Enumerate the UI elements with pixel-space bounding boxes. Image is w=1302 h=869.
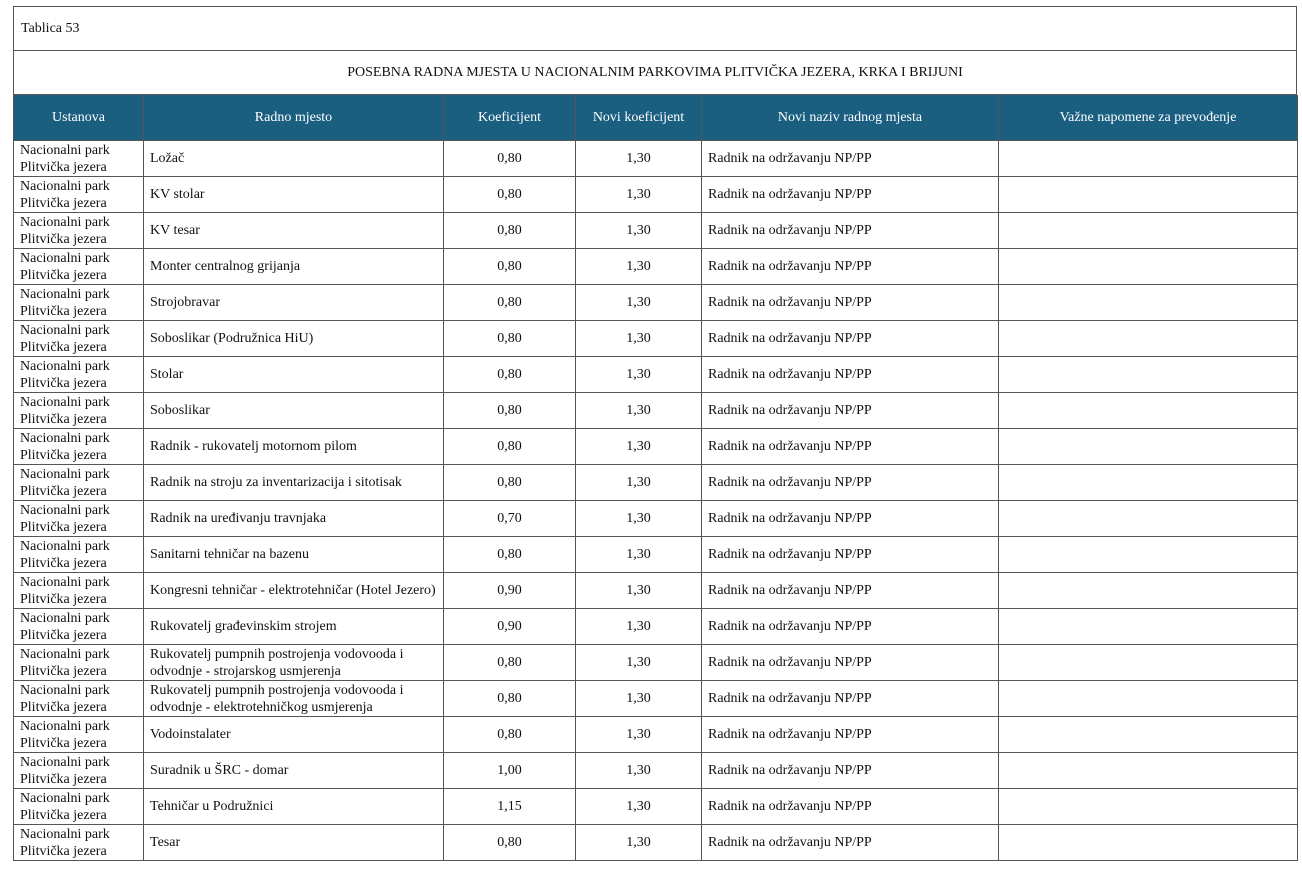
cell-novi-koef: 1,30 (576, 357, 702, 393)
cell-novi-naziv: Radnik na održavanju NP/PP (702, 285, 999, 321)
cell-napomene (999, 753, 1298, 789)
cell-novi-koef: 1,30 (576, 321, 702, 357)
cell-novi-koef: 1,30 (576, 429, 702, 465)
cell-novi-koef: 1,30 (576, 573, 702, 609)
table-row (14, 357, 1298, 393)
cell-ustanova: Nacionalni park Plitvička jezera (14, 465, 144, 501)
cell-novi-naziv: Radnik na održavanju NP/PP (702, 213, 999, 249)
cell-novi-naziv: Radnik na održavanju NP/PP (702, 681, 999, 717)
cell-novi-koef: 1,30 (576, 681, 702, 717)
cell-ustanova: Nacionalni park Plitvička jezera (14, 249, 144, 285)
cell-novi-koef: 1,30 (576, 249, 702, 285)
cell-ustanova: Nacionalni park Plitvička jezera (14, 213, 144, 249)
cell-napomene (999, 609, 1298, 645)
cell-napomene (999, 645, 1298, 681)
cell-koef: 0,80 (444, 249, 576, 285)
cell-napomene (999, 357, 1298, 393)
cell-radno-mjesto: Strojobravar (144, 285, 444, 321)
cell-radno-mjesto: Ložač (144, 141, 444, 177)
cell-ustanova: Nacionalni park Plitvička jezera (14, 393, 144, 429)
cell-novi-koef: 1,30 (576, 393, 702, 429)
col-header-novi-koeficijent: Novi koeficijent (576, 95, 702, 141)
cell-radno-mjesto: Suradnik u ŠRC - domar (144, 753, 444, 789)
cell-novi-naziv: Radnik na održavanju NP/PP (702, 393, 999, 429)
cell-novi-naziv: Radnik na održavanju NP/PP (702, 501, 999, 537)
cell-koef: 0,80 (444, 681, 576, 717)
table-row (14, 141, 1298, 177)
table-row (14, 573, 1298, 609)
cell-novi-koef: 1,30 (576, 609, 702, 645)
cell-radno-mjesto: Vodoinstalater (144, 717, 444, 753)
table-row (14, 753, 1298, 789)
cell-ustanova: Nacionalni park Plitvička jezera (14, 645, 144, 681)
col-header-novi-naziv: Novi naziv radnog mjesta (702, 95, 999, 141)
cell-novi-koef: 1,30 (576, 141, 702, 177)
cell-novi-koef: 1,30 (576, 213, 702, 249)
cell-napomene (999, 573, 1298, 609)
cell-radno-mjesto: Radnik na uređivanju travnjaka (144, 501, 444, 537)
col-header-napomene: Važne napomene za prevođenje (999, 95, 1298, 141)
cell-ustanova: Nacionalni park Plitvička jezera (14, 825, 144, 861)
table-row (14, 681, 1298, 717)
cell-novi-naziv: Radnik na održavanju NP/PP (702, 321, 999, 357)
table-title: POSEBNA RADNA MJESTA U NACIONALNIM PARKOVIMA PLITVIČKA JEZERA, KRKA I BRIJUNI (13, 50, 1297, 95)
cell-ustanova: Nacionalni park Plitvička jezera (14, 357, 144, 393)
table-row (14, 321, 1298, 357)
cell-novi-koef: 1,30 (576, 177, 702, 213)
cell-koef: 1,15 (444, 789, 576, 825)
cell-koef: 1,00 (444, 753, 576, 789)
cell-napomene (999, 177, 1298, 213)
cell-koef: 0,70 (444, 501, 576, 537)
cell-novi-naziv: Radnik na održavanju NP/PP (702, 141, 999, 177)
cell-napomene (999, 825, 1298, 861)
cell-radno-mjesto: Rukovatelj građevinskim strojem (144, 609, 444, 645)
cell-novi-naziv: Radnik na održavanju NP/PP (702, 645, 999, 681)
cell-novi-naziv: Radnik na održavanju NP/PP (702, 609, 999, 645)
cell-koef: 0,80 (444, 357, 576, 393)
cell-ustanova: Nacionalni park Plitvička jezera (14, 609, 144, 645)
cell-ustanova: Nacionalni park Plitvička jezera (14, 429, 144, 465)
cell-ustanova: Nacionalni park Plitvička jezera (14, 501, 144, 537)
cell-novi-naziv: Radnik na održavanju NP/PP (702, 249, 999, 285)
cell-koef: 0,80 (444, 213, 576, 249)
cell-radno-mjesto: Stolar (144, 357, 444, 393)
table-row (14, 177, 1298, 213)
table-row (14, 393, 1298, 429)
col-header-koeficijent: Koeficijent (444, 95, 576, 141)
cell-novi-naziv: Radnik na održavanju NP/PP (702, 465, 999, 501)
cell-napomene (999, 393, 1298, 429)
cell-novi-koef: 1,30 (576, 717, 702, 753)
col-header-radno-mjesto: Radno mjesto (144, 95, 444, 141)
cell-napomene (999, 717, 1298, 753)
cell-napomene (999, 681, 1298, 717)
cell-napomene (999, 321, 1298, 357)
cell-napomene (999, 537, 1298, 573)
cell-napomene (999, 789, 1298, 825)
cell-novi-koef: 1,30 (576, 537, 702, 573)
table-row (14, 717, 1298, 753)
cell-ustanova: Nacionalni park Plitvička jezera (14, 285, 144, 321)
cell-koef: 0,80 (444, 393, 576, 429)
table-row (14, 825, 1298, 861)
cell-novi-naziv: Radnik na održavanju NP/PP (702, 717, 999, 753)
cell-koef: 0,90 (444, 609, 576, 645)
cell-ustanova: Nacionalni park Plitvička jezera (14, 177, 144, 213)
table-row (14, 609, 1298, 645)
cell-koef: 0,80 (444, 285, 576, 321)
cell-novi-naziv: Radnik na održavanju NP/PP (702, 429, 999, 465)
cell-napomene (999, 213, 1298, 249)
table-row (14, 645, 1298, 681)
cell-koef: 0,90 (444, 573, 576, 609)
table-row (14, 213, 1298, 249)
cell-novi-koef: 1,30 (576, 825, 702, 861)
positions-table (13, 95, 1298, 861)
cell-radno-mjesto: Tehničar u Podružnici (144, 789, 444, 825)
cell-koef: 0,80 (444, 429, 576, 465)
cell-napomene (999, 249, 1298, 285)
cell-radno-mjesto: Rukovatelj pumpnih postrojenja vodovooda i odvodnje - strojarskog usmjerenja (144, 645, 444, 681)
cell-radno-mjesto: Radnik - rukovatelj motornom pilom (144, 429, 444, 465)
cell-novi-naziv: Radnik na održavanju NP/PP (702, 573, 999, 609)
cell-ustanova: Nacionalni park Plitvička jezera (14, 321, 144, 357)
cell-novi-naziv: Radnik na održavanju NP/PP (702, 753, 999, 789)
cell-novi-naziv: Radnik na održavanju NP/PP (702, 789, 999, 825)
cell-radno-mjesto: Soboslikar (144, 393, 444, 429)
document-table (13, 6, 1297, 861)
table-row (14, 465, 1298, 501)
cell-novi-koef: 1,30 (576, 645, 702, 681)
cell-novi-naziv: Radnik na održavanju NP/PP (702, 825, 999, 861)
cell-napomene (999, 501, 1298, 537)
cell-novi-naziv: Radnik na održavanju NP/PP (702, 357, 999, 393)
cell-ustanova: Nacionalni park Plitvička jezera (14, 789, 144, 825)
cell-ustanova: Nacionalni park Plitvička jezera (14, 573, 144, 609)
cell-koef: 0,80 (444, 645, 576, 681)
cell-novi-koef: 1,30 (576, 285, 702, 321)
cell-koef: 0,80 (444, 465, 576, 501)
table-row (14, 429, 1298, 465)
cell-radno-mjesto: Soboslikar (Podružnica HiU) (144, 321, 444, 357)
cell-novi-naziv: Radnik na održavanju NP/PP (702, 537, 999, 573)
cell-radno-mjesto: Kongresni tehničar - elektrotehničar (Hotel Jezero) (144, 573, 444, 609)
cell-ustanova: Nacionalni park Plitvička jezera (14, 753, 144, 789)
cell-radno-mjesto: Tesar (144, 825, 444, 861)
cell-radno-mjesto: Monter centralnog grijanja (144, 249, 444, 285)
cell-koef: 0,80 (444, 717, 576, 753)
table-row (14, 501, 1298, 537)
cell-koef: 0,80 (444, 825, 576, 861)
table-row (14, 285, 1298, 321)
cell-radno-mjesto: Radnik na stroju za inventarizacija i sitotisak (144, 465, 444, 501)
cell-radno-mjesto: KV tesar (144, 213, 444, 249)
table-row (14, 537, 1298, 573)
cell-ustanova: Nacionalni park Plitvička jezera (14, 681, 144, 717)
cell-ustanova: Nacionalni park Plitvička jezera (14, 537, 144, 573)
cell-radno-mjesto: Rukovatelj pumpnih postrojenja vodovooda i odvodnje - elektrotehničkog usmjerenja (144, 681, 444, 717)
cell-ustanova: Nacionalni park Plitvička jezera (14, 141, 144, 177)
cell-novi-koef: 1,30 (576, 753, 702, 789)
cell-ustanova: Nacionalni park Plitvička jezera (14, 717, 144, 753)
cell-radno-mjesto: Sanitarni tehničar na bazenu (144, 537, 444, 573)
cell-koef: 0,80 (444, 141, 576, 177)
table-row (14, 789, 1298, 825)
cell-napomene (999, 141, 1298, 177)
cell-koef: 0,80 (444, 537, 576, 573)
cell-novi-naziv: Radnik na održavanju NP/PP (702, 177, 999, 213)
table-label: Tablica 53 (13, 6, 1297, 50)
cell-napomene (999, 465, 1298, 501)
cell-novi-koef: 1,30 (576, 789, 702, 825)
cell-napomene (999, 429, 1298, 465)
cell-koef: 0,80 (444, 177, 576, 213)
cell-koef: 0,80 (444, 321, 576, 357)
cell-novi-koef: 1,30 (576, 501, 702, 537)
header-row (14, 95, 1298, 141)
cell-novi-koef: 1,30 (576, 465, 702, 501)
table-row (14, 249, 1298, 285)
col-header-ustanova: Ustanova (14, 95, 144, 141)
cell-napomene (999, 285, 1298, 321)
cell-radno-mjesto: KV stolar (144, 177, 444, 213)
